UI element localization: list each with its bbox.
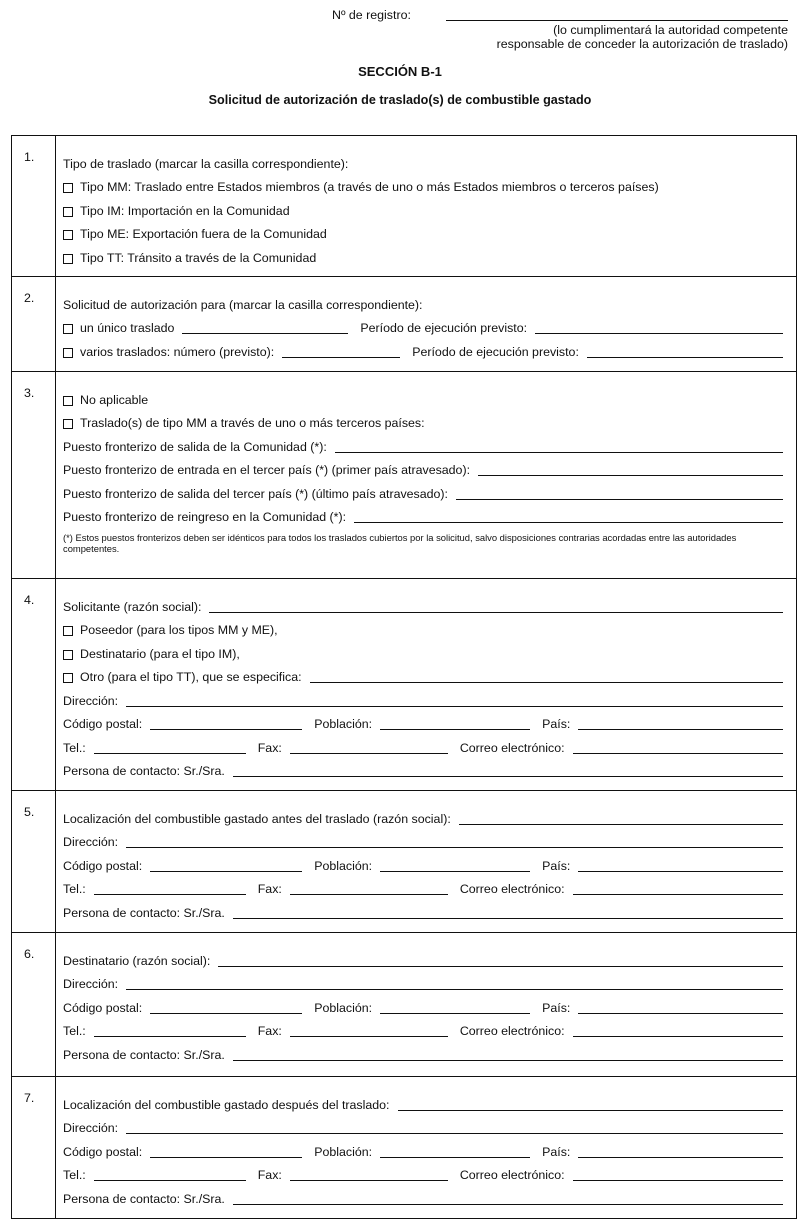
option-tipo-tt[interactable]: Tipo TT: Tránsito a través de la Comunidad (63, 243, 783, 267)
section-1 (12, 136, 796, 276)
section-title: SECCIÓN B-1 (358, 64, 442, 79)
section-heading: Solicitud de autorización para (marcar la casilla correspondiente): (63, 297, 423, 312)
third-country-exit-field[interactable] (456, 486, 783, 500)
checkbox[interactable] (63, 650, 73, 660)
email-field[interactable] (573, 740, 783, 754)
section-6: 6. Destinatario (razón social): Dirección: Código postal: Población: País: Tel.: Fax: Correo electrónico: Persona de contacto: Sr./Sra. (12, 932, 796, 1076)
phone-field[interactable] (94, 740, 246, 754)
reentry-border-field[interactable] (354, 509, 783, 523)
email-field[interactable] (573, 881, 783, 895)
section-7: 7. Localización del combustible gastado después del traslado: Dirección: Código postal: Población: País: Tel.: Fax: Correo electrónico: Persona de contacto: Sr./Sra. (12, 1076, 796, 1218)
contact-person-field[interactable] (233, 763, 783, 777)
section-number: 7. (12, 1077, 56, 1218)
email-field[interactable] (573, 1023, 783, 1037)
option-tipo-mm[interactable]: Tipo MM: Traslado entre Estados miembros (a través de uno o más Estados miembros o terceros países) (63, 173, 783, 197)
section-number: 5. (12, 791, 56, 932)
country-field[interactable] (578, 858, 783, 872)
registration-header (0, 4, 800, 54)
option-multiple-shipments[interactable]: varios traslados: número (previsto): Período de ejecución previsto: (63, 337, 783, 361)
section-heading: Destinatario (razón social): (63, 953, 211, 968)
checkbox[interactable] (63, 396, 73, 406)
option-destinatario[interactable]: Destinatario (para el tipo IM), (63, 639, 783, 663)
section-4: 4. Solicitante (razón social): Poseedor (para los tipos MM y ME), Destinatario (para el tipo IM), Otro (para el tipo TT), que se especifica: Dirección: Código postal: Población: País: Tel.: Fax: Correo electrónico: Persona de contacto: Sr./Sra. (12, 578, 796, 790)
phone-field[interactable] (94, 1023, 246, 1037)
application-form (11, 135, 797, 1219)
contact-person-field[interactable] (233, 1047, 783, 1061)
option-tipo-im[interactable]: Tipo IM: Importación en la Comunidad (63, 196, 783, 220)
section-heading: Localización del combustible gastado antes del traslado (razón social): (63, 811, 451, 826)
email-field[interactable] (573, 1167, 783, 1181)
contact-person-field[interactable] (233, 905, 783, 919)
option-otro[interactable]: Otro (para el tipo TT), que se especifica: (63, 663, 783, 687)
option-mm-terceros[interactable]: Traslado(s) de tipo MM a través de uno o más terceros países: (63, 409, 783, 433)
third-country-entry-field[interactable] (478, 462, 783, 476)
applicant-name-field[interactable] (209, 599, 783, 613)
country-field[interactable] (578, 1000, 783, 1014)
checkbox[interactable] (63, 207, 73, 217)
checkbox[interactable] (63, 254, 73, 264)
postal-code-field[interactable] (150, 858, 302, 872)
section-3: 3. No aplicable Traslado(s) de tipo MM a través de uno o más terceros países: Puesto fronterizo de salida de la Comunidad (*): Puesto fronterizo de entrada en el tercer país (*) (primer país atravesado): Puesto fronterizo de salida del tercer país (*) (último país atravesado): Puesto fronterizo de reingreso en la Comunidad (*): (*) Estos puestos fronterizos deben ser idénticos para todos los traslados cubiertos por la solicitud, salvo disposiciones contrarias acordadas entre las autoridades competentes. (12, 371, 796, 578)
section-number: 2. (12, 277, 56, 371)
address-field[interactable] (126, 1120, 783, 1134)
city-field[interactable] (380, 858, 530, 872)
registration-note (497, 23, 788, 51)
section-number: 6. (12, 933, 56, 1076)
registration-note-line-1: (lo cumplimentará la autoridad competente (553, 23, 788, 37)
country-field[interactable] (578, 716, 783, 730)
section-number: 3. (12, 372, 56, 578)
address-field[interactable] (126, 834, 783, 848)
option-poseedor[interactable]: Poseedor (para los tipos MM y ME), (63, 616, 783, 640)
section-2 (12, 276, 796, 371)
phone-field[interactable] (94, 1167, 246, 1181)
contact-person-field[interactable] (233, 1191, 783, 1205)
postal-code-field[interactable] (150, 716, 302, 730)
origin-location-field[interactable] (459, 811, 783, 825)
fax-field[interactable] (290, 1023, 448, 1037)
section-subtitle: Solicitud de autorización de traslado(s) de combustible gastado (208, 93, 592, 107)
option-single-shipment[interactable]: un único traslado Período de ejecución previsto: (63, 314, 783, 338)
postal-code-field[interactable] (150, 1000, 302, 1014)
option-no-aplicable[interactable]: No aplicable (63, 385, 783, 409)
city-field[interactable] (380, 1000, 530, 1014)
checkbox[interactable] (63, 673, 73, 683)
section-heading: Tipo de traslado (marcar la casilla correspondiente): (63, 156, 349, 171)
phone-field[interactable] (94, 881, 246, 895)
postal-code-field[interactable] (150, 1144, 302, 1158)
section-number: 4. (12, 579, 56, 790)
section-heading: Solicitante (razón social): (63, 599, 202, 614)
checkbox[interactable] (63, 626, 73, 636)
city-field[interactable] (380, 716, 530, 730)
section-heading: Localización del combustible gastado después del traslado: (63, 1097, 390, 1112)
other-specify-field[interactable] (310, 669, 783, 683)
city-field[interactable] (380, 1144, 530, 1158)
checkbox[interactable] (63, 183, 73, 193)
exit-border-field[interactable] (335, 439, 783, 453)
single-shipment-field[interactable] (182, 320, 348, 334)
section-5: 5. Localización del combustible gastado antes del traslado (razón social): Dirección: Código postal: Población: País: Tel.: Fax: Correo electrónico: Persona de contacto: Sr./Sra. (12, 790, 796, 932)
registration-note-line-2: responsable de conceder la autorización de traslado) (496, 37, 788, 51)
registration-label: Nº de registro: (332, 8, 411, 22)
checkbox[interactable] (63, 419, 73, 429)
footnote: (*) Estos puestos fronterizos deben ser idénticos para todos los traslados cubiertos por la solicitud, salvo disposiciones contrarias acordadas entre las autoridades competentes. (63, 532, 737, 554)
shipment-count-field[interactable] (282, 344, 400, 358)
address-field[interactable] (126, 693, 783, 707)
fax-field[interactable] (290, 740, 448, 754)
destination-location-field[interactable] (398, 1097, 784, 1111)
checkbox[interactable] (63, 230, 73, 240)
fax-field[interactable] (290, 1167, 448, 1181)
option-tipo-me[interactable]: Tipo ME: Exportación fuera de la Comunidad (63, 220, 783, 244)
section-number: 1. (12, 136, 56, 276)
execution-period-field[interactable] (535, 320, 783, 334)
checkbox[interactable] (63, 348, 73, 358)
country-field[interactable] (578, 1144, 783, 1158)
consignee-name-field[interactable] (218, 953, 783, 967)
registration-number-field[interactable] (446, 20, 788, 21)
fax-field[interactable] (290, 881, 448, 895)
execution-period-field[interactable] (587, 344, 783, 358)
address-field[interactable] (126, 976, 783, 990)
checkbox[interactable] (63, 324, 73, 334)
